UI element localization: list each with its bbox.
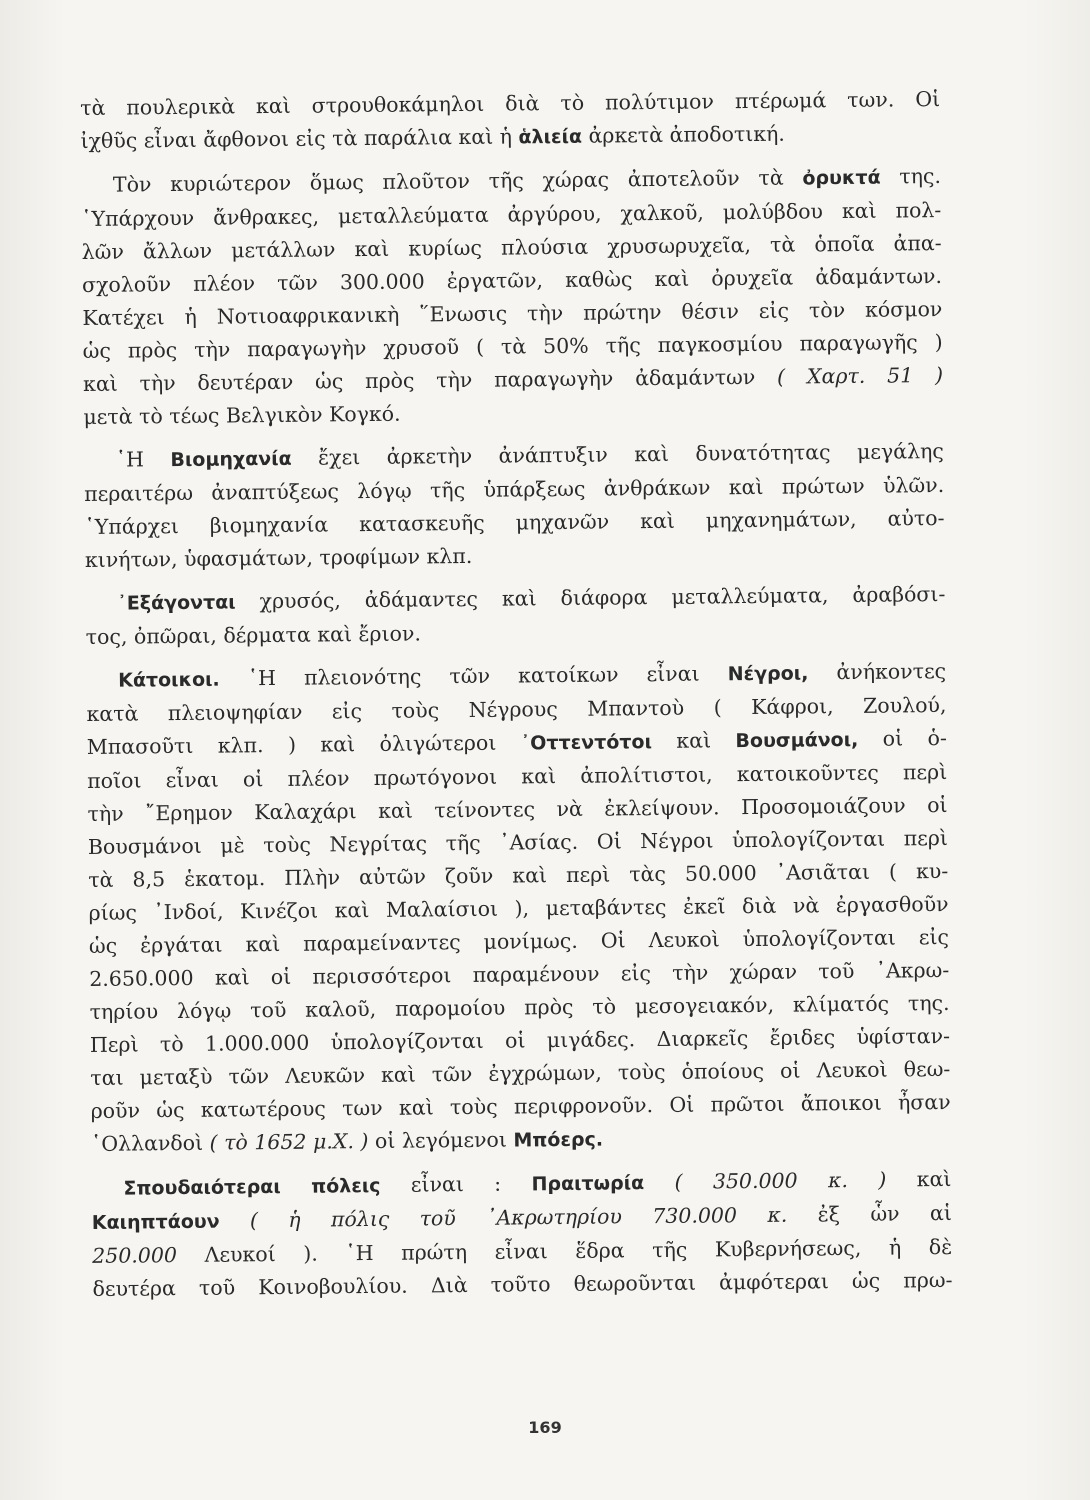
keyword-pretoria: Πραιτωρία (531, 1172, 645, 1196)
population-whites: 250.000 (92, 1243, 178, 1268)
paragraph-cities (91, 1163, 952, 1306)
text-line: ῾Υπάρχουν ἄνθρακες, μεταλλεύματα ἀργύρου, χαλκοῦ, μολύβδου καὶ πολ- (81, 197, 942, 231)
text-line: τηρίου λόγῳ τοῦ καλοῦ, παρομοίου πρὸς τὸ μεσογειακόν, κλίματός της. (89, 990, 950, 1024)
paragraph-industry (84, 435, 945, 577)
keyword-negroes: Νέγροι, (727, 662, 809, 686)
text-line: Βουσμάνοι μὲ τοὺς Νεγρίτας τῆς ᾿Ασίας. Οἱ Νέγροι ὑπολογίζονται περὶ (87, 825, 948, 859)
keyword-capetown: Καιηπτάουν (91, 1210, 220, 1234)
keyword-exports: ᾿Εξάγονται (117, 591, 236, 615)
text-line: Σπουδαιότεραι πόλεις εἶναι : Πραιτωρία ( 350.000 κ. ) καὶ (123, 1166, 952, 1200)
text-line: Περὶ τὸ 1.000.000 ὑπολογίζονται οἱ μιγάδες. Διαρκεῖς ἔριδες ὑφίσταν- (89, 1023, 951, 1057)
text-line: τος, ὀπῶραι, δέρματα καὶ ἔριον. (85, 621, 422, 649)
text-line: σχολοῦν πλέον τῶν 300.000 ἐργατῶν, καθὼς καὶ ὀρυχεῖα ἀδαμάντων. (81, 263, 943, 297)
text-line: ροῦν ὡς κατωτέρους των καὶ τοὺς περιφρονοῦν. Οἱ πρῶτοι ἄποικοι ἦσαν (90, 1089, 951, 1123)
text-line: δευτέρα τοῦ Κοινοβουλίου. Διὰ τοῦτο θεωροῦνται ἀμφότεραι ὡς πρω- (92, 1267, 953, 1301)
heading-inhabitants: Κάτοικοι. (118, 668, 220, 692)
map-reference: ( Χαρτ. 51 ) (776, 362, 944, 389)
text-line: τὴν ῎Ερημον Καλαχάρι καὶ τείνοντες νὰ ἐκλείψουν. Προσομοιάζουν οἱ (87, 792, 948, 826)
text-line: κατὰ πλειοψηφίαν εἰς τοὺς Νέγρους Μπαντοὺ ( Κάφροι, Ζουλού, (86, 692, 947, 726)
text-line: Μπασοῦτι κλπ. ) καὶ ὀλιγώτεροι ᾿Οττεντότοι καὶ Βουσμάνοι, οἱ ὁ- (86, 725, 947, 759)
text-line: ὡς πρὸς τὴν παραγωγὴν χρυσοῦ ( τὰ 50% τῆς παγκοσμίου παραγωγῆς ) (82, 329, 943, 363)
population-capetown: ( ἡ πόλις τοῦ ᾿Ακρωτηρίου 730.000 κ. (219, 1202, 788, 1233)
text-line: Κάτοικοι. ῾Η πλειονότης τῶν κατοίκων εἶναι Νέγροι, ἀνήκοντες (118, 658, 947, 692)
text-line: τὰ πουλερικὰ καὶ στρουθοκάμηλοι διὰ τὸ πολύτιμον πτέρωμά των. Οἱ (80, 86, 941, 120)
text-line: Κατέχει ἡ Νοτιοαφρικανικὴ ῞Ενωσις τὴν πρώτην θέσιν εἰς τὸν κόσμον (82, 296, 943, 330)
text-line: καὶ τὴν δευτέραν ὡς πρὸς τὴν παραγωγὴν ἀδαμάντων ( Χαρτ. 51 ) (82, 362, 944, 396)
text-line: ἰχθῦς εἶναι ἄφθονοι εἰς τὰ παράλια καὶ ἡ ἁλιεία ἀρκετὰ ἀποδοτική. (80, 121, 786, 153)
text-line: μετὰ τὸ τέως Βελγικὸν Κογκό. (83, 401, 401, 429)
keyword-hottentots: ᾿Οττεντότοι (520, 731, 653, 755)
text-line: 250.000 Λευκοί ). ῾Η πρώτη εἶναι ἕδρα τῆς Κυβερνήσεως, ἡ δὲ (92, 1234, 953, 1268)
text-column (80, 83, 953, 1316)
text-line: κινήτων, ὑφασμάτων, τροφίμων κλπ. (84, 543, 473, 572)
keyword-boers: Μπόερς. (513, 1128, 604, 1152)
text-line: ται μεταξὺ τῶν Λευκῶν καὶ τῶν ἐγχρώμων, τοὺς ὁποίους οἱ Λευκοὶ θεω- (90, 1056, 951, 1090)
text-line: ῾Η Βιομηχανία ἔχει ἀρκετὴν ἀνάπτυξιν καὶ δυνατότητας μεγάλης (115, 438, 944, 472)
text-line: ὡς ἐργάται καὶ παραμείναντες μονίμως. Οἱ Λευκοὶ ὑπολογίζονται εἰς (88, 924, 950, 958)
paragraph-exports (85, 578, 946, 654)
text-line: ποῖοι εἶναι οἱ πλέον πρωτόγονοι καὶ ἀπολίτιστοι, κατοικοῦντες περὶ (87, 759, 948, 793)
text-line: περαιτέρω ἀναπτύξεως λόγῳ τῆς ὑπάρξεως ἀνθράκων καὶ πρώτων ὑλῶν. (84, 472, 945, 506)
text-line: τὰ 8,5 ἑκατομ. Πλὴν αὐτῶν ζοῦν καὶ περὶ τὰς 50.000 ᾿Ασιᾶται ( κυ- (88, 858, 949, 892)
paragraph-fauna (80, 83, 941, 159)
text-line: Καιηπτάουν ( ἡ πόλις τοῦ ᾿Ακρωτηρίου 730.000 κ. ἐξ ὧν αἱ (91, 1200, 952, 1234)
population-pretoria: ( 350.000 κ. ) (644, 1167, 887, 1195)
paragraph-inhabitants (86, 655, 951, 1162)
keyword-minerals: ὀρυκτά (802, 166, 881, 190)
text-line: λῶν ἄλλων μετάλλων καὶ κυρίως πλούσια χρυσωρυχεῖα, τὰ ὁποῖα ἀπα- (81, 230, 942, 264)
text-line: ῾Ολλανδοὶ ( τὸ 1652 μ.Χ. ) οἱ λεγόμενοι Μπόερς. (90, 1127, 604, 1156)
keyword-industry: Βιομηχανία (170, 447, 292, 472)
paragraph-minerals (81, 160, 944, 434)
date-reference: ( τὸ 1652 μ.Χ. ) (209, 1129, 369, 1155)
text-line: ᾿Εξάγονται χρυσός, ἀδάμαντες καὶ διάφορα μεταλλεύματα, ἀραβόσι- (117, 581, 946, 615)
heading-cities: Σπουδαιότεραι πόλεις (123, 1174, 381, 1200)
text-line: Τὸν κυριώτερον ὅμως πλοῦτον τῆς χώρας ἀποτελοῦν τὰ ὀρυκτά της. (112, 163, 942, 197)
text-line: 2.650.000 καὶ οἱ περισσότεροι παραμένουν εἰς τὴν χώραν τοῦ ᾿Ακρω- (89, 957, 950, 991)
text-line: ῾Υπάρχει βιομηχανία κατασκευῆς μηχανῶν καὶ μηχανημάτων, αὐτο- (84, 505, 945, 539)
text-line: ρίως ᾿Ινδοί, Κινέζοι καὶ Μαλαίσιοι ), μεταβάντες ἐκεῖ διὰ νὰ ἐργασθοῦν (88, 891, 949, 925)
keyword-bushmen: Βουσμάνοι, (735, 728, 859, 753)
keyword-fishing: ἁλιεία (518, 125, 583, 149)
page-number: 169 (528, 1418, 562, 1437)
